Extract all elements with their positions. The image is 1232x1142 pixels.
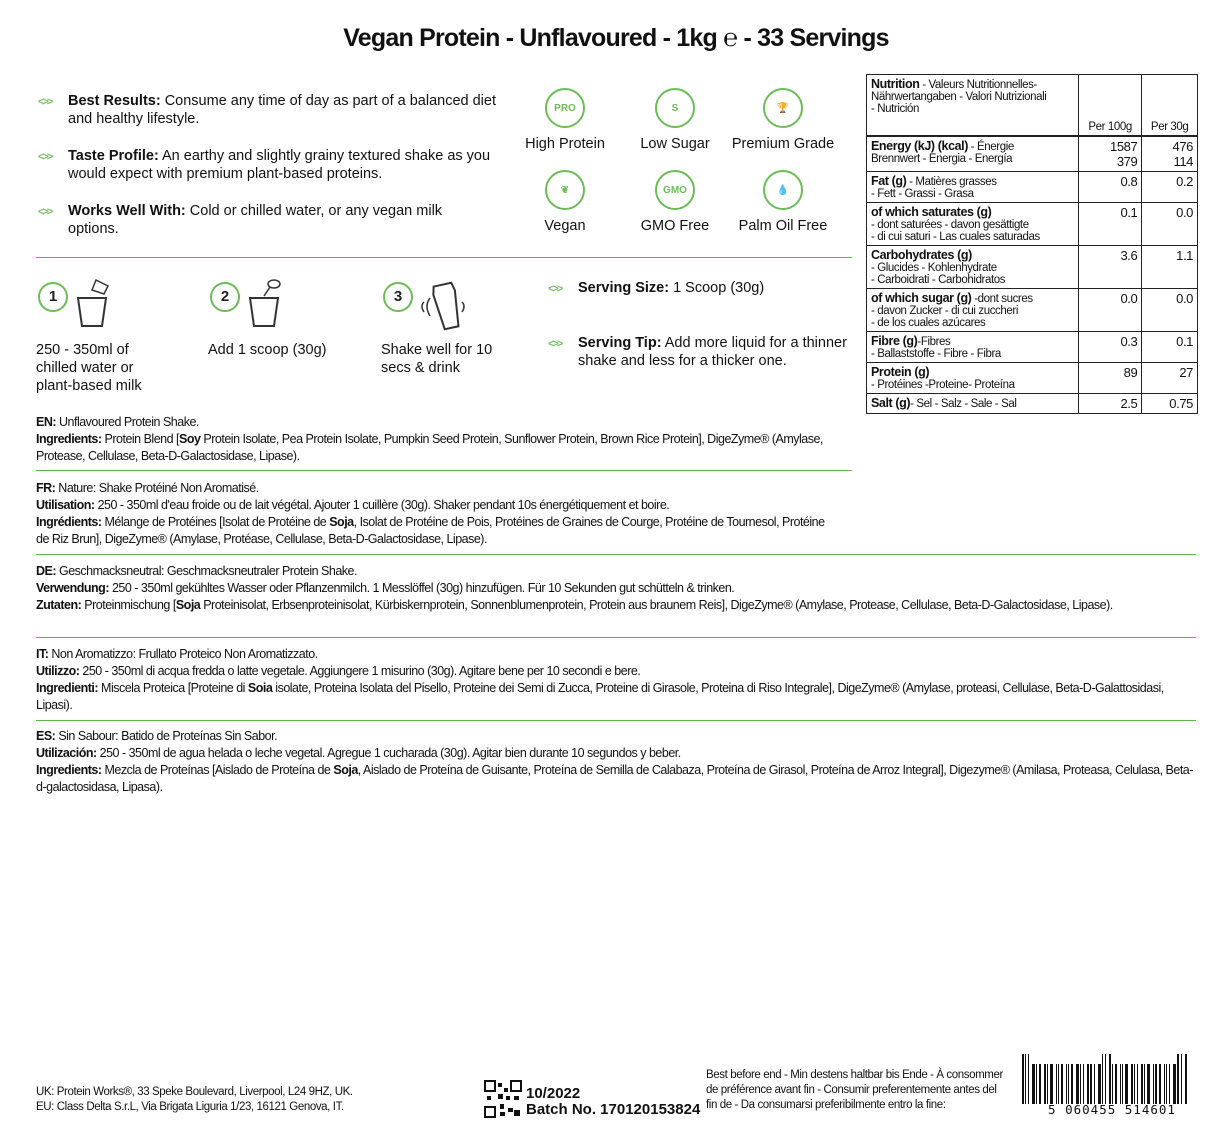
protein-icon: PRO — [545, 88, 585, 128]
chevron-icon: <>> — [548, 338, 562, 350]
barcode-bar — [1058, 1064, 1059, 1104]
barcode-bar — [1036, 1064, 1037, 1104]
barcode-bar — [1115, 1064, 1117, 1104]
badge-premium-grade: 🏆 Premium Grade — [728, 88, 838, 152]
glass-icon — [74, 276, 114, 330]
chevron-icon: <>> — [38, 151, 52, 163]
step-number: 3 — [383, 282, 413, 312]
best-before-text: Best before end - Min destens haltbar bis Ende - À consommer de préférence avant fin - Consumir preferentemente antes del fin de - Da consumarsi preferibilmente entro la fine: — [706, 1069, 1003, 1111]
barcode-bar — [1087, 1064, 1089, 1104]
barcode-bar — [1147, 1064, 1150, 1104]
trophy-icon: 🏆 — [763, 88, 803, 128]
shaker-icon — [418, 272, 474, 332]
badge-vegan: ❦ Vegan — [510, 170, 620, 234]
badge-low-sugar: S Low Sugar — [620, 88, 730, 152]
divider — [36, 720, 1196, 721]
nutrition-row-fat: Fat (g) - Matières grasses - Fett - Grassi - Grasa 0.8 0.2 — [867, 172, 1198, 203]
nutrition-header: Nutrition - Valeurs Nutritionnelles- Nährwertangaben - Valori Nutrizionali - Nutrición — [867, 75, 1079, 137]
step-number: 2 — [210, 282, 240, 312]
nutrition-row-protein: Protein (g) - Protéines -Proteine- Proteína 89 27 — [867, 363, 1198, 394]
section-de: DE: Geschmacksneutral: Geschmacksneutraler Protein Shake. Verwendung: 250 - 350ml gekühltes Wasser oder Pflanzenmilch. 1 Messlöffel (30g) hinzufügen. Für 10 Sekunden gut schütteln & trinken. Zutaten: Proteinmischung [Soja Proteinisolat, Erbsenproteinisolat, Kürbiskernprotein, Sonnenblumenprotein, Protein aus braunem Reis], DigeZyme® (Amylase, Protease, Cellulase, Beta-D-Galactosidase, Lipase). — [36, 564, 1113, 612]
barcode-bar — [1137, 1064, 1138, 1104]
barcode-bar — [1153, 1064, 1154, 1104]
step-text: 250 - 350ml of chilled water or plant-based milk — [36, 342, 142, 394]
barcode-bar — [1068, 1064, 1069, 1104]
barcode-bar — [1144, 1064, 1145, 1104]
leaf-icon: ❦ — [545, 170, 585, 210]
qr-code-icon — [484, 1080, 522, 1118]
badge-gmo-free: GMO GMO Free — [620, 170, 730, 234]
serving-size: <>> Serving Size: 1 Scoop (30g) — [548, 280, 765, 296]
barcode-bar — [1080, 1064, 1081, 1104]
footer-addresses: UK: Protein Works®, 33 Speke Boulevard, Liverpool, L24 9HZ, UK. EU: Class Delta S.r.L, Via Brigata Liguria 1/23, 16121 Genova, IT. — [36, 1086, 353, 1113]
barcode-bar — [1094, 1064, 1095, 1104]
barcode-bar — [1039, 1064, 1041, 1104]
barcode-bar — [1056, 1064, 1057, 1104]
barcode-bar — [1061, 1064, 1063, 1104]
nutrition-row-carbohydrates: Carbohydrates (g) - Glucides - Kohlenhydrate - Carboidrati - Carbohidratos 3.6 1.1 — [867, 246, 1198, 289]
page-title: Vegan Protein - Unflavoured - 1kg ℮ - 33 Servings — [343, 24, 889, 52]
barcode-bar — [1109, 1054, 1111, 1104]
barcode-bar — [1090, 1064, 1092, 1104]
barcode-bar — [1025, 1054, 1026, 1104]
barcode-bar — [1076, 1064, 1079, 1104]
barcode-bar — [1032, 1064, 1035, 1104]
nutrition-row-fibre: Fibre (g)-Fibres - Ballaststoffe - Fibre - Fibra 0.3 0.1 — [867, 332, 1198, 363]
nutrition-row-salt: Salt (g)- Sel - Salz - Sale - Sal 2.5 0.75 — [867, 394, 1198, 414]
gmo-icon: GMO — [655, 170, 695, 210]
barcode-bar — [1050, 1064, 1053, 1104]
section-es: ES: Sin Sabour: Batido de Proteínas Sin Sabor. Utilización: 250 - 350ml de agua helada o leche vegetal. Agregue 1 cucharada (30g). Agitar bien durante 10 segundos y beber. Ingredients: Mezcla de Proteínas [Aislado de Proteína de Soja, Aislado de Proteína de Guisante, Proteína de Semilla de Calabaza, Proteína de Girasol, Proteína de Arroz Integral], Digezyme® (Amilasa, Proteasa, Celulasa, Beta-d-galactosidasa, Lipasa). — [36, 729, 1193, 794]
step-number: 1 — [38, 282, 68, 312]
barcode-bar — [1169, 1064, 1170, 1104]
barcode-bar — [1044, 1064, 1046, 1104]
barcode-bar — [1134, 1064, 1135, 1104]
barcode-bars — [1022, 1054, 1202, 1104]
barcode-bar — [1131, 1064, 1133, 1104]
barcode-digits: 5 060455 514601 — [1022, 1102, 1202, 1117]
barcode-bar — [1181, 1054, 1182, 1104]
barcode-bar — [1083, 1064, 1084, 1104]
badge-high-protein: PRO High Protein — [510, 88, 620, 152]
nutrition-table — [866, 74, 1198, 414]
section-it: IT: Non Aromatizzo: Frullato Proteico Non Aromatizzato. Utilizzo: 250 - 350ml di acqua fredda o latte vegetale. Aggiungere 1 misurino (30g). Agitare bene per 10 secondi e bere. Ingredienti: Miscela Proteica [Proteine di Soia isolate, Proteina Isolata del Pisello, Proteine dei Semi di Zucca, Proteine di Girasole, Proteina di Riso Integrale], DigeZyme® (Amylase, proteasi, Cellulase, Beta-D-Galattosidasi, Lipasi). — [36, 647, 1164, 712]
barcode — [1022, 1054, 1202, 1117]
barcode-bar — [1166, 1064, 1167, 1104]
sugar-icon: S — [655, 88, 695, 128]
feature-works-well-with: <>> Works Well With: Cold or chilled water, or any vegan milk options. — [38, 203, 443, 237]
divider — [36, 637, 1196, 638]
nutrition-row-saturates: of which saturates (g) - dont saturées - davon gesättigte - di cui saturi - Las cuales saturadas 0.1 0.0 — [867, 203, 1198, 246]
divider — [36, 554, 1196, 555]
section-en: EN: Unflavoured Protein Shake. Ingredients: Protein Blend [Soy Protein Isolate, Pea Protein Isolate, Pumpkin Seed Protein, Sunflower Protein, Brown Rice Protein], DigeZyme® (Amylase, Protease, Cellulase, Beta-D-Galactosidase, Lipase). — [36, 415, 823, 463]
scoop-icon — [246, 276, 286, 330]
col-per-100g: Per 100g — [1078, 75, 1141, 137]
divider — [36, 257, 852, 258]
chevron-icon: <>> — [38, 206, 52, 218]
feature-best-results: <>> Best Results: Consume any time of day as part of a balanced diet and healthy lifestyle. — [38, 93, 496, 127]
droplet-icon: 💧 — [763, 170, 803, 210]
barcode-bar — [1098, 1064, 1101, 1104]
step-text: Shake well for 10 secs & drink — [381, 342, 493, 376]
barcode-bar — [1159, 1064, 1161, 1104]
col-per-30g: Per 30g — [1142, 75, 1198, 137]
badge-palm-oil-free: 💧 Palm Oil Free — [728, 170, 838, 234]
step-text: Add 1 scoop (30g) — [208, 342, 327, 358]
barcode-bar — [1105, 1054, 1106, 1104]
batch-info: 10/2022 Batch No. 170120153824 — [526, 1085, 701, 1118]
barcode-bar — [1122, 1064, 1123, 1104]
chevron-icon: <>> — [548, 283, 562, 295]
barcode-bar — [1120, 1064, 1121, 1104]
nutrition-row-energy: Energy (kJ) (kcal) - Énergie Brennwert - Energia - Energía 1587 379 476 114 — [867, 136, 1198, 172]
chevron-icon: <>> — [38, 96, 52, 108]
barcode-bar — [1022, 1054, 1024, 1104]
feature-taste-profile: <>> Taste Profile: An earthy and slightly grainy textured shake as you would expect with premium plant-based proteins. — [38, 148, 491, 182]
barcode-bar — [1102, 1054, 1103, 1104]
barcode-bar — [1125, 1064, 1128, 1104]
barcode-bar — [1047, 1064, 1048, 1104]
barcode-bar — [1028, 1054, 1029, 1104]
barcode-bar — [1112, 1064, 1113, 1104]
barcode-bar — [1071, 1064, 1073, 1104]
nutrition-row-sugar: of which sugar (g) -dont sucres - davon Zucker - di cui zuccheri - de los cuales azúcares 0.0 0.0 — [867, 289, 1198, 332]
barcode-bar — [1185, 1054, 1187, 1104]
barcode-bar — [1155, 1064, 1157, 1104]
barcode-bar — [1173, 1064, 1176, 1104]
barcode-bar — [1164, 1064, 1165, 1104]
barcode-bar — [1066, 1064, 1067, 1104]
barcode-bar — [1177, 1054, 1179, 1104]
divider — [36, 470, 852, 471]
barcode-bar — [1141, 1064, 1143, 1104]
serving-tip: <>> Serving Tip: Add more liquid for a thinner shake and less for a thicker one. — [548, 335, 847, 369]
section-fr: FR: Nature: Shake Protéiné Non Aromatisé. Utilisation: 250 - 350ml d'eau froide ou de lait végétal. Ajouter 1 cuillère (30g). Shaker pendant 10s énergétiquement et boire. Ingrédients: Mélange de Protéines [Isolat de Protéine de Soja, Isolat de Protéine de Pois, Protéines de Graines de Courge, Protéine de Tournesol, Protéine de Riz Brun], DigeZyme® (Amylase, Protéase, Cellulase, Beta-D-Galactosidase, Lipase). — [36, 481, 825, 546]
